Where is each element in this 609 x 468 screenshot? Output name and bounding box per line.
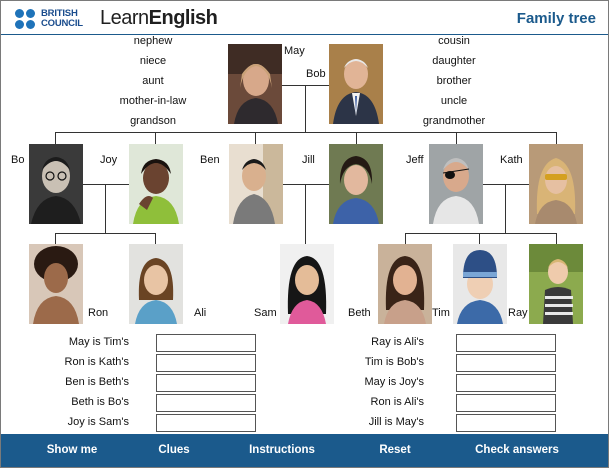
name-jill: Jill [302, 154, 315, 166]
british-council-logo [15, 9, 91, 29]
tree-line [305, 184, 306, 244]
show-me-button[interactable]: Show me [46, 444, 98, 456]
word-brother[interactable]: brother [436, 75, 472, 87]
tree-line [55, 132, 557, 133]
word-uncle[interactable]: uncle [440, 95, 468, 107]
photo-jill [329, 144, 383, 224]
clue-right-1: Ray is Ali's [371, 336, 424, 348]
answer-field-left-4[interactable] [156, 394, 256, 412]
tree-line [305, 85, 306, 133]
name-tim: Tim [432, 307, 450, 319]
tree-line [155, 132, 156, 144]
tree-line [479, 233, 480, 244]
tree-line [556, 233, 557, 244]
photo-jeff [429, 144, 483, 224]
photo-ali [129, 244, 183, 324]
name-jeff: Jeff [406, 154, 424, 166]
name-beth: Beth [348, 307, 371, 319]
page-title: Family tree [516, 10, 596, 27]
photo-may [228, 44, 282, 124]
answer-field-right-4[interactable] [456, 394, 556, 412]
photo-sam [280, 244, 334, 324]
tree-line [405, 233, 556, 234]
name-bo: Bo [11, 154, 25, 166]
name-bob: Bob [306, 68, 326, 80]
tree-line [255, 132, 256, 144]
photo-bob [329, 44, 383, 124]
british-council-dots-icon [15, 9, 37, 29]
clue-right-5: Jill is May's [368, 416, 424, 428]
photo-tim [453, 244, 507, 324]
tree-line [456, 132, 457, 144]
clue-right-4: Ron is Ali's [370, 396, 424, 408]
word-daughter[interactable]: daughter [432, 55, 476, 67]
tree-line [155, 233, 156, 244]
clue-left-3: Ben is Beth's [65, 376, 129, 388]
footer-toolbar [1, 434, 608, 467]
word-cousin[interactable]: cousin [438, 35, 470, 47]
name-may: May [284, 45, 305, 57]
photo-joy [129, 144, 183, 224]
bc-line2: COUNCIL [41, 18, 83, 29]
photo-ben [229, 144, 283, 224]
answer-field-left-2[interactable] [156, 354, 256, 372]
header-bar [1, 1, 608, 35]
learnenglish-logo [100, 7, 217, 30]
clue-left-5: Joy is Sam's [67, 416, 129, 428]
clue-right-3: May is Joy's [364, 376, 424, 388]
name-ben: Ben [200, 154, 220, 166]
name-kath: Kath [500, 154, 523, 166]
name-joy: Joy [100, 154, 118, 166]
answer-field-right-5[interactable] [456, 414, 556, 432]
tree-line [556, 132, 557, 144]
instructions-button[interactable]: Instructions [249, 444, 315, 456]
clue-right-2: Tim is Bob's [364, 356, 424, 368]
word-mother-in-law[interactable]: mother-in-law [119, 95, 187, 107]
name-ron: Ron [88, 307, 109, 319]
word-grandson[interactable]: grandson [130, 115, 176, 127]
clue-left-1: May is Tim's [68, 336, 129, 348]
photo-ron [29, 244, 83, 324]
answer-field-left-5[interactable] [156, 414, 256, 432]
tree-line [505, 184, 506, 233]
bc-line1: BRITISH [41, 8, 78, 19]
le-part2: English [148, 7, 218, 29]
clue-left-4: Beth is Bo's [71, 396, 129, 408]
le-part1: Learn [100, 7, 149, 29]
tree-line [55, 132, 56, 144]
answer-field-right-3[interactable] [456, 374, 556, 392]
word-nephew[interactable]: nephew [133, 35, 173, 47]
photo-bo [29, 144, 83, 224]
tree-line [105, 184, 106, 233]
check-answers-button[interactable]: Check answers [475, 444, 559, 456]
answer-field-left-3[interactable] [156, 374, 256, 392]
name-ray: Ray [508, 307, 528, 319]
clues-button[interactable]: Clues [158, 444, 190, 456]
tree-line [405, 233, 406, 244]
tree-line [55, 233, 156, 234]
answer-field-right-1[interactable] [456, 334, 556, 352]
photo-beth [378, 244, 432, 324]
reset-button[interactable]: Reset [379, 444, 411, 456]
tree-line [356, 132, 357, 144]
answer-field-left-1[interactable] [156, 334, 256, 352]
tree-line [55, 233, 56, 244]
word-aunt[interactable]: aunt [142, 75, 164, 87]
photo-ray [529, 244, 583, 324]
name-sam: Sam [254, 307, 277, 319]
word-grandmother[interactable]: grandmother [422, 115, 486, 127]
word-niece[interactable]: niece [139, 55, 167, 67]
clue-left-2: Ron is Kath's [64, 356, 129, 368]
name-ali: Ali [194, 307, 207, 319]
answer-field-right-2[interactable] [456, 354, 556, 372]
photo-kath [529, 144, 583, 224]
